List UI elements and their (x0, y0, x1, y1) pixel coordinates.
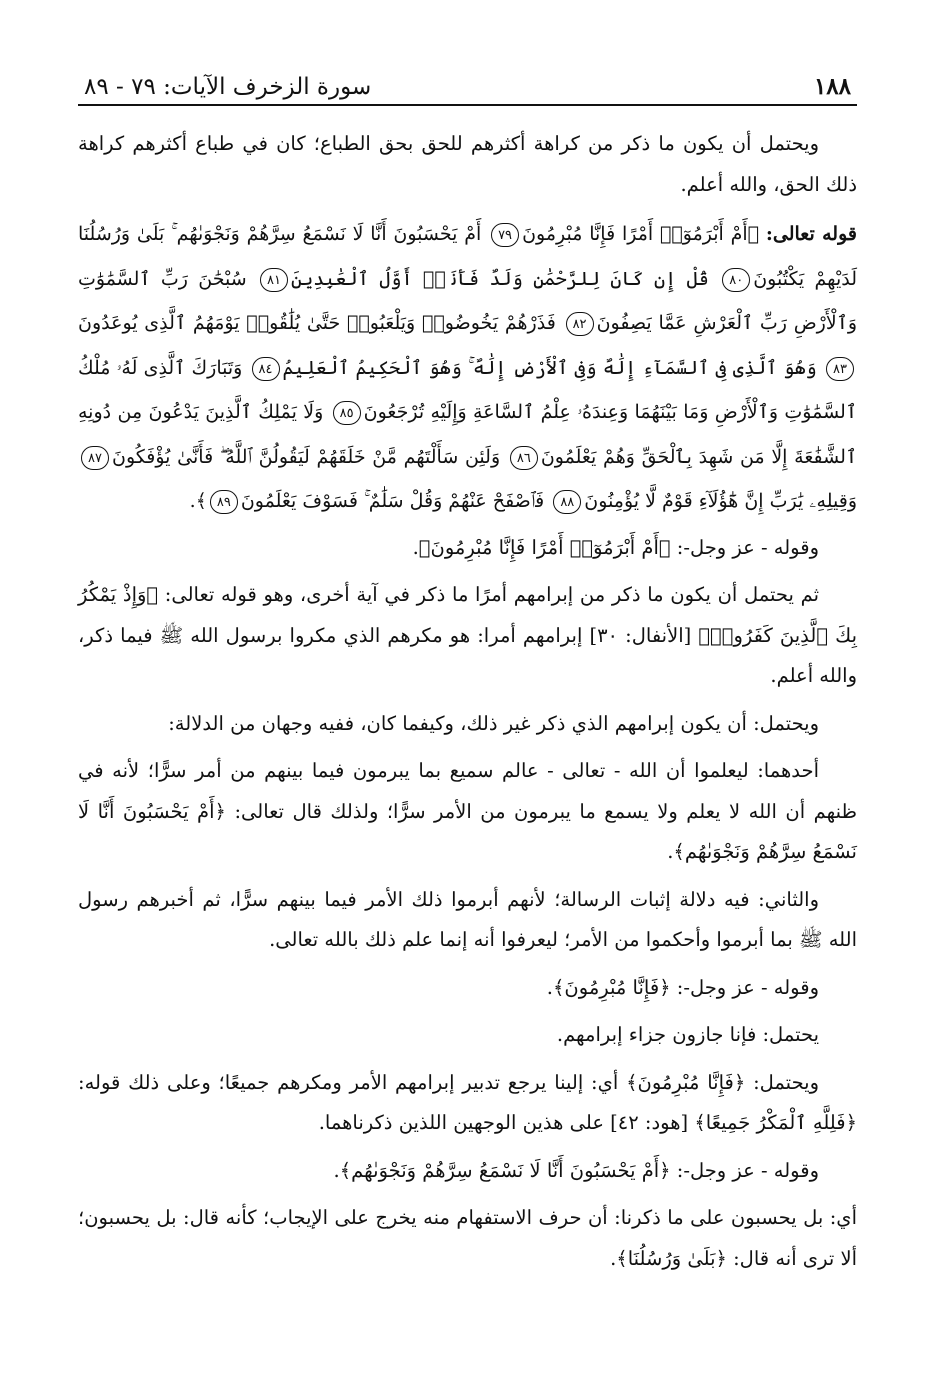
ayah-number-marker: ٨٠ (722, 268, 750, 292)
commentary-paragraph: ثم يحتمل أن يكون ما ذكر من إبرامهم أمرًا ما ذكر في آية أخرى، وهو قوله تعالى: ﴿وَإِذْ يَمْكُرُ بِكَ ٱلَّذِينَ كَفَرُوا۟﴾ [الأنفال: ٣٠] إبرامهم أمرا: هو مكرهم الذي مكروا برسول الله ﷺ فيما ذكر، والله أعلم. (78, 583, 857, 687)
verse-text: أَمْ يَحْسَبُونَ أَنَّا لَا نَسْمَعُ سِرَّهُمْ وَنَجْوَىٰهُم ۚ بَلَىٰ وَرُسُلُنَا لَدَيْهِمْ يَكْتُبُونَ (78, 223, 857, 290)
commentary-paragraph: والثاني: فيه دلالة إثبات الرسالة؛ لأنهم أبرموا ذلك الأمر فيما بينهم سرًّا، ثم أخبرهم رسول الله ﷺ بما أبرموا وأحكموا من الأمر؛ ليعرفوا أنه إنما علم ذلك بالله تعالى. (78, 887, 857, 951)
ayah-number-marker: ٨٩ (210, 490, 238, 514)
ayah-number-marker: ٨٢ (566, 312, 594, 336)
verse-text: وَهُوَ ٱلَّذِى فِى ٱلسَّمَآءِ إِلَٰهٌ وَفِى ٱلْأَرْضِ إِلَٰهٌ ۚ وَهُوَ ٱلْحَكِيمُ ٱلْعَلِيمُ (282, 356, 817, 379)
commentary-paragraph: ويحتمل: ﴿فَإِنَّا مُبْرِمُونَ﴾ أي: إلينا يرجع تدبير إبرامهم الأمر ومكرهم جميعًا؛ وعلى ذلك قوله: ﴿فَلِلَّهِ ٱلْمَكْرُ جَمِيعًا﴾ [هود: ٤٢] على هذين الوجهين اللذين ذكرناهما. (78, 1070, 857, 1134)
quran-lead: قوله تعالى: (765, 223, 857, 245)
commentary-paragraph: وقوله - عز وجل-: ﴿أَمْ أَبْرَمُوٓا۟ أَمْرًا فَإِنَّا مُبْرِمُونَ﴾. (412, 535, 819, 559)
verse-text: فَٱصْفَحْ عَنْهُمْ وَقُلْ سَلَٰمٌ ۚ فَسَوْفَ يَعْلَمُونَ (240, 490, 545, 512)
ayah-number-marker: ٨٤ (252, 357, 280, 381)
ayah-number-marker: ٨١ (260, 268, 288, 292)
ayah-number-marker: ٨٥ (333, 401, 361, 425)
quran-close-bracket: ﴾. (189, 490, 207, 512)
commentary-paragraph: يحتمل: فإنا جازون جزاء إبرامهم. (556, 1023, 819, 1046)
quran-passage (78, 212, 857, 524)
running-title: سورة الزخرف الآيات: ٧٩ - ٨٩ (84, 74, 372, 100)
commentary-paragraph: ويحتمل: أن يكون إبرامهم الذي ذكر غير ذلك، وكيفما كان، ففيه وجهان من الدلالة: (168, 711, 819, 735)
verse-text: وَلَئِن سَأَلْتَهُم مَّنْ خَلَقَهُمْ لَيَقُولُنَّ ٱللَّهُ ۖ فَأَنَّىٰ يُؤْفَكُونَ (112, 445, 501, 468)
commentary-paragraph: وقوله - عز وجل-: ﴿فَإِنَّا مُبْرِمُونَ﴾. (546, 975, 819, 999)
page-body (78, 124, 857, 1279)
ayah-number-marker: ٨٣ (826, 357, 854, 381)
verse-text: وَتَبَارَكَ ٱلَّذِى لَهُۥ مُلْكُ ٱلسَّمَٰوَٰتِ وَٱلْأَرْضِ وَمَا بَيْنَهُمَا وَعِندَهُۥ عِلْمُ ٱلسَّاعَةِ وَإِلَيْهِ تُرْجَعُونَ (78, 356, 857, 423)
ayah-number-marker: ٨٦ (510, 446, 538, 470)
commentary-paragraph: وقوله - عز وجل-: ﴿أَمْ يَحْسَبُونَ أَنَّا لَا نَسْمَعُ سِرَّهُمْ وَنَجْوَىٰهُم﴾. (333, 1158, 819, 1182)
verse-text: وَقِيلِهِۦ يَٰرَبِّ إِنَّ هَٰٓؤُلَآءِ قَوْمٌ لَّا يُؤْمِنُونَ (584, 490, 857, 512)
commentary-paragraph: أحدهما: ليعلموا أن الله - تعالى - عالم سميع بما يبرمون فيما بينهم من أمر سرًّا؛ لأنه في ظنهم أن الله لا يعلم ولا يسمع ما يبرمون من الأمر سرًّا؛ ولذلك قال تعالى: ﴿أَمْ يَحْسَبُونَ أَنَّا لَا نَسْمَعُ سِرَّهُمْ وَنَجْوَىٰهُم﴾. (78, 759, 857, 863)
page-number: ١٨٨ (813, 73, 851, 100)
verse-text: فَذَرْهُمْ يَخُوضُوا۟ وَيَلْعَبُوا۟ حَتَّىٰ يُلَٰقُوا۟ يَوْمَهُمُ ٱلَّذِى يُوعَدُونَ (78, 312, 556, 334)
ayah-number-marker: ٨٧ (81, 446, 109, 470)
verse-text: سُبْحَٰنَ رَبِّ ٱلسَّمَٰوَٰتِ وَٱلْأَرْضِ رَبِّ ٱلْعَرْشِ عَمَّا يَصِفُونَ (78, 267, 858, 334)
commentary-paragraph: أي: بل يحسبون على ما ذكرنا: أن حرف الاستفهام منه يخرج على الإيجاب؛ كأنه قال: بل يحسبون؛ ألا ترى أنه قال: ﴿بَلَىٰ وَرُسُلُنَا﴾. (78, 1206, 857, 1270)
verse-text: قُلْ إِن كَانَ لِلرَّحْمَٰنِ وَلَدٌ فَأَنَا۠ أَوَّلُ ٱلْعَٰبِدِينَ (290, 267, 709, 290)
intro-paragraph: ويحتمل أن يكون ما ذكر من كراهة أكثرهم للحق بحق الطباع؛ كان في طباع أكثرهم كراهة ذلك الحق، والله أعلم. (78, 132, 857, 196)
verse-text: ﴿أَمْ أَبْرَمُوٓا۟ أَمْرًا فَإِنَّا مُبْرِمُونَ (522, 223, 760, 245)
verse-text: وَلَا يَمْلِكُ ٱلَّذِينَ يَدْعُونَ مِن دُونِهِ ٱلشَّفَٰعَةَ إِلَّا مَن شَهِدَ بِٱلْحَقِّ وَهُمْ يَعْلَمُونَ (78, 401, 857, 468)
ayah-number-marker: ٨٨ (553, 490, 581, 514)
page-header (78, 62, 857, 106)
ayah-number-marker: ٧٩ (491, 223, 519, 247)
